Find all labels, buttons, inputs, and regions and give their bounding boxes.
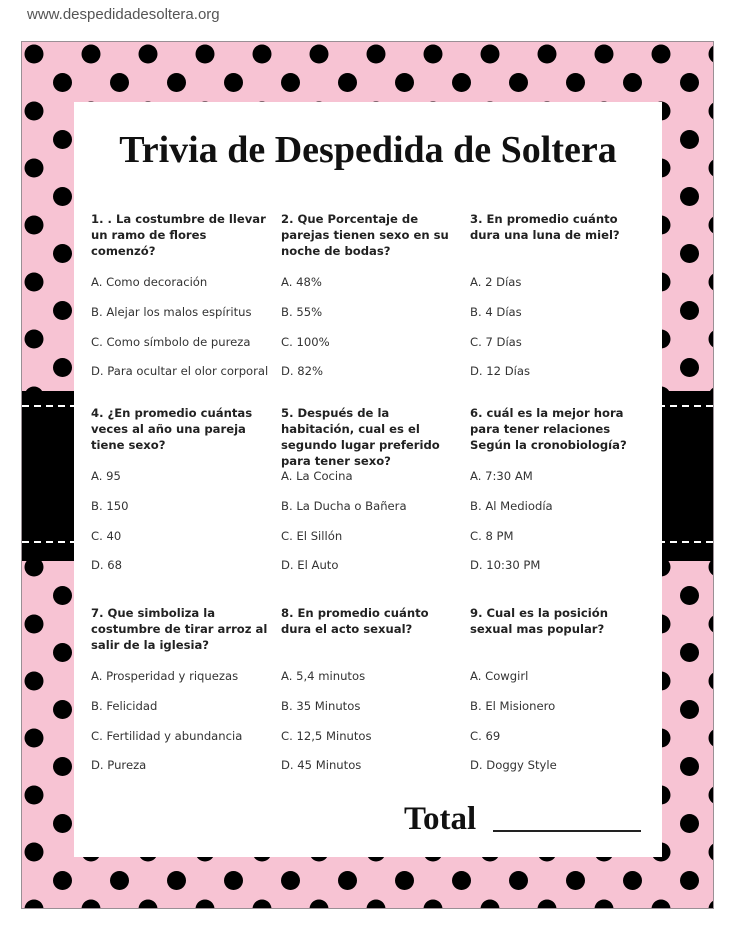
answer-option: B. Alejar los malos espíritus: [91, 305, 252, 319]
polka-dot: [680, 700, 699, 719]
answer-option: C. 8 PM: [470, 529, 514, 543]
question-text: 6. cuál es la mejor hora para tener relaciones Según la cronobiología?: [470, 406, 627, 452]
polka-dot: [395, 73, 414, 92]
polka-dot: [25, 786, 44, 805]
polka-dot: [680, 187, 699, 206]
question-text: 2. Que Porcentaje de parejas tienen sexo en su noche de bodas?: [281, 212, 449, 258]
answer-option: A. 48%: [281, 275, 322, 289]
polka-dot: [595, 45, 614, 64]
polka-dot: [623, 871, 642, 890]
question-block-9: [470, 605, 648, 772]
polka-dot: [452, 871, 471, 890]
question-text: 9. Cual es la posición sexual mas popular?: [470, 606, 608, 636]
polka-dot: [680, 244, 699, 263]
question-text: 3. En promedio cuánto dura una luna de miel?: [470, 212, 620, 242]
polka-dot: [82, 45, 101, 64]
question-text: 8. En promedio cuánto dura el acto sexual?: [281, 606, 429, 636]
polka-dot: [481, 45, 500, 64]
answer-option: B. La Ducha o Bañera: [281, 499, 407, 513]
polka-dot: [680, 643, 699, 662]
polka-dot: [25, 615, 44, 634]
polka-dot: [53, 358, 72, 377]
polka-dot: [395, 871, 414, 890]
answer-option: B. Felicidad: [91, 699, 158, 713]
trivia-card: [74, 102, 662, 857]
answer-option: C. Fertilidad y abundancia: [91, 729, 243, 743]
question-block-5: [281, 405, 459, 572]
polka-dot: [452, 73, 471, 92]
answer-option: A. Cowgirl: [470, 669, 529, 683]
answer-option: B. 4 Días: [470, 305, 522, 319]
polka-dot: [224, 73, 243, 92]
answer-option: D. El Auto: [281, 558, 339, 572]
polka-dot: [680, 358, 699, 377]
question-text: 5. Después de la habitación, cual es el segundo lugar preferido para tener sexo?: [281, 406, 440, 468]
polka-dot: [53, 187, 72, 206]
polka-dot: [281, 73, 300, 92]
answer-option: B. 150: [91, 499, 129, 513]
answer-option: A. 7:30 AM: [470, 469, 533, 483]
answer-option: C. 69: [470, 729, 501, 743]
page-title: Trivia de Despedida de Soltera: [119, 129, 617, 171]
polka-dot: [53, 643, 72, 662]
polka-dot: [53, 700, 72, 719]
answer-option: C. 12,5 Minutos: [281, 729, 372, 743]
answer-option: D. 82%: [281, 364, 324, 378]
site-url: www.despedidadesoltera.org: [27, 6, 220, 23]
question-text: 1. . La costumbre de llevar un ramo de flores comenzó?: [91, 212, 266, 258]
question-block-8: [281, 605, 459, 772]
polka-dot: [566, 871, 585, 890]
answer-option: B. El Misionero: [470, 699, 556, 713]
polka-dot: [25, 159, 44, 178]
answer-option: B. Al Mediodía: [470, 499, 553, 513]
answer-option: A. La Cocina: [281, 469, 353, 483]
polka-dot: [623, 73, 642, 92]
polka-dot: [680, 871, 699, 890]
polka-dot: [538, 45, 557, 64]
answer-option: D. Pureza: [91, 758, 147, 772]
question-block-6: [470, 405, 648, 572]
polka-dot: [25, 672, 44, 691]
polka-dot-frame: [21, 41, 714, 909]
polka-dot: [139, 45, 158, 64]
answer-option: C. 7 Días: [470, 335, 522, 349]
answer-option: A. Como decoración: [91, 275, 208, 289]
answer-option: C. Como símbolo de pureza: [91, 335, 251, 349]
question-block-1: [91, 211, 269, 378]
polka-dot: [224, 871, 243, 890]
polka-dot: [281, 871, 300, 890]
polka-dot: [680, 814, 699, 833]
answer-option: C. 40: [91, 529, 122, 543]
polka-dot: [367, 45, 386, 64]
polka-dot: [509, 871, 528, 890]
polka-dot: [110, 73, 129, 92]
polka-dot: [25, 102, 44, 121]
total-answer-line[interactable]: [493, 830, 641, 832]
polka-dot: [53, 586, 72, 605]
polka-dot: [338, 871, 357, 890]
answer-option: D. 68: [91, 558, 123, 572]
answer-option: A. 95: [91, 469, 121, 483]
answer-option: C. 100%: [281, 335, 330, 349]
polka-dot: [53, 814, 72, 833]
answer-option: D. 45 Minutos: [281, 758, 362, 772]
polka-dot: [680, 73, 699, 92]
polka-dot: [196, 45, 215, 64]
polka-dot: [53, 757, 72, 776]
polka-dot: [424, 45, 443, 64]
polka-dot: [167, 871, 186, 890]
polka-dot: [680, 301, 699, 320]
answer-option: D. Para ocultar el olor corporal: [91, 364, 269, 378]
polka-dot: [652, 45, 671, 64]
polka-dot: [53, 244, 72, 263]
question-block-2: [281, 211, 459, 378]
question-block-4: [91, 405, 269, 572]
answer-option: A. 2 Días: [470, 275, 522, 289]
answer-option: A. Prosperidad y riquezas: [91, 669, 239, 683]
polka-dot: [110, 871, 129, 890]
polka-dot: [25, 216, 44, 235]
polka-dot: [53, 130, 72, 149]
answer-option: D. Doggy Style: [470, 758, 557, 772]
polka-dot: [25, 729, 44, 748]
answer-option: B. 55%: [281, 305, 323, 319]
polka-dot: [25, 273, 44, 292]
question-block-3: [470, 211, 648, 378]
answer-option: A. 5,4 minutos: [281, 669, 366, 683]
polka-dot: [509, 73, 528, 92]
polka-dot: [53, 301, 72, 320]
polka-dot: [680, 130, 699, 149]
polka-dot: [680, 757, 699, 776]
answer-option: C. El Sillón: [281, 529, 343, 543]
polka-dot: [253, 45, 272, 64]
polka-dot: [566, 73, 585, 92]
polka-dot: [167, 73, 186, 92]
answer-option: B. 35 Minutos: [281, 699, 361, 713]
polka-dot: [310, 45, 329, 64]
question-text: 7. Que simboliza la costumbre de tirar arroz al salir de la iglesia?: [91, 606, 268, 652]
answer-option: D. 12 Días: [470, 364, 531, 378]
polka-dot: [338, 73, 357, 92]
polka-dot: [25, 330, 44, 349]
question-block-7: [91, 605, 269, 772]
polka-dot: [53, 73, 72, 92]
question-text: 4. ¿En promedio cuántas veces al año una pareja tiene sexo?: [91, 406, 253, 452]
polka-dot: [680, 586, 699, 605]
answer-option: D. 10:30 PM: [470, 558, 541, 572]
polka-dot: [25, 843, 44, 862]
polka-dot: [53, 871, 72, 890]
polka-dot: [25, 45, 44, 64]
total-label: Total: [404, 801, 477, 837]
